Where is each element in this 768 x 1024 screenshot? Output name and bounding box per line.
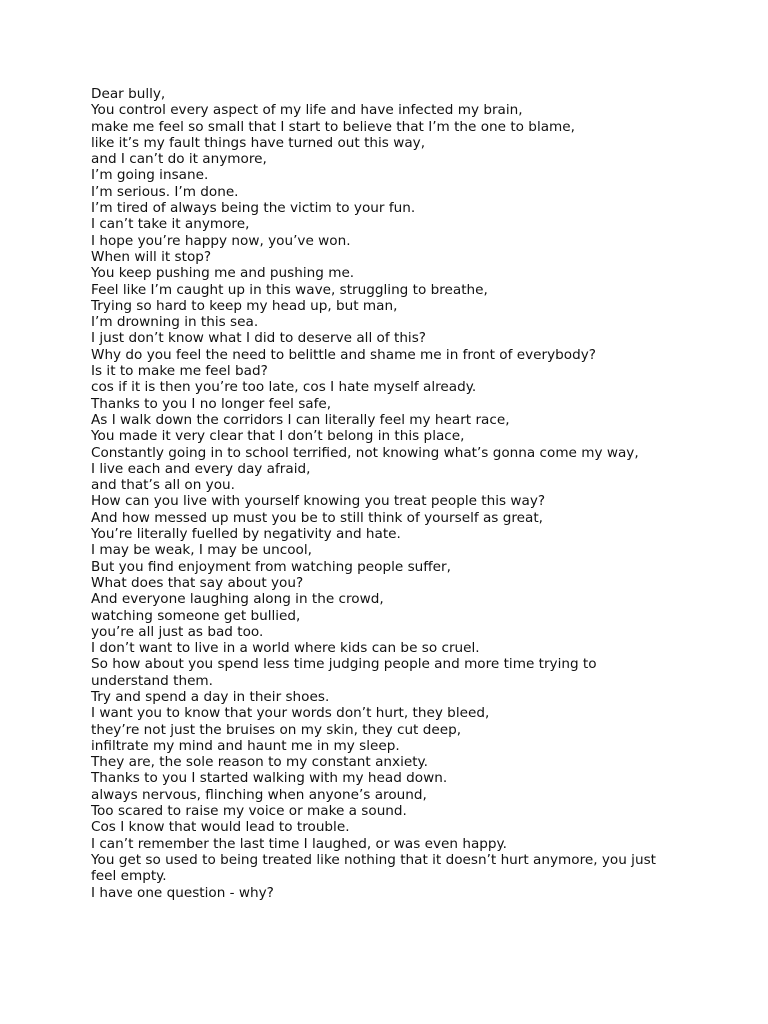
text-line: When will it stop? bbox=[91, 248, 212, 265]
text-line: I’m drowning in this sea. bbox=[91, 314, 259, 331]
text-line: You get so used to being treated like nothing that it doesn’t hurt anymore, you just feel empty. bbox=[91, 851, 656, 885]
text-line: cos if it is then you’re too late, cos I hate myself already. bbox=[91, 379, 477, 396]
text-line: I live each and every day afraid, bbox=[91, 460, 311, 477]
text-line: Feel like I’m caught up in this wave, struggling to breathe, bbox=[91, 281, 488, 298]
text-line: Cos I know that would lead to trouble. bbox=[91, 819, 350, 836]
text-line: Constantly going in to school terrified, not knowing what’s gonna come my way, bbox=[91, 444, 639, 461]
text-line: watching someone get bullied, bbox=[91, 607, 301, 624]
text-line: I want you to know that your words don’t hurt, they bleed, bbox=[91, 705, 490, 722]
text-line: they’re not just the bruises on my skin, they cut deep, bbox=[91, 721, 462, 738]
text-line: Thanks to you I no longer feel safe, bbox=[91, 395, 332, 412]
text-line: But you find enjoyment from watching people suffer, bbox=[91, 558, 451, 575]
text-line: Thanks to you I started walking with my head down. bbox=[91, 770, 448, 787]
text-line: I have one question - why? bbox=[91, 884, 274, 901]
text-line: You’re literally fuelled by negativity and hate. bbox=[91, 526, 401, 543]
text-line: infiltrate my mind and haunt me in my sleep. bbox=[91, 737, 400, 754]
text-line: I don’t want to live in a world where kids can be so cruel. bbox=[91, 640, 480, 657]
text-line: Dear bully, bbox=[91, 86, 166, 102]
text-line: you’re all just as bad too. bbox=[91, 623, 264, 640]
text-line: I’m serious. I’m done. bbox=[91, 183, 239, 200]
text-line: I hope you’re happy now, you’ve won. bbox=[91, 232, 351, 249]
text-line: Too scared to raise my voice or make a sound. bbox=[91, 803, 407, 820]
poem-body bbox=[91, 86, 661, 901]
text-line: You made it very clear that I don’t belong in this place, bbox=[91, 428, 465, 445]
text-line: Why do you feel the need to belittle and shame me in front of everybody? bbox=[91, 346, 596, 363]
text-line: What does that say about you? bbox=[91, 574, 304, 591]
text-line: I’m going insane. bbox=[91, 167, 209, 184]
text-line: make me feel so small that I start to believe that I’m the one to blame, bbox=[91, 118, 575, 135]
text-line: I just don’t know what I did to deserve all of this? bbox=[91, 330, 427, 347]
text-line: So how about you spend less time judging people and more time trying to understand them. bbox=[91, 656, 597, 689]
text-line: I can’t take it anymore, bbox=[91, 216, 250, 233]
text-line: Trying so hard to keep my head up, but man, bbox=[91, 297, 398, 314]
text-line: I may be weak, I may be uncool, bbox=[91, 542, 312, 559]
text-line: Try and spend a day in their shoes. bbox=[91, 688, 330, 705]
text-line: I’m tired of always being the victim to your fun. bbox=[91, 200, 416, 217]
text-line: Is it to make me feel bad? bbox=[91, 363, 268, 380]
text-line: You keep pushing me and pushing me. bbox=[91, 265, 355, 282]
text-line: How can you live with yourself knowing you treat people this way? bbox=[91, 493, 546, 510]
text-line: like it’s my fault things have turned out this way, bbox=[91, 134, 426, 151]
text-line: and I can’t do it anymore, bbox=[91, 151, 267, 168]
text-line: always nervous, flinching when anyone’s around, bbox=[91, 786, 427, 803]
text-line: And how messed up must you be to still think of yourself as great, bbox=[91, 509, 543, 526]
text-line: You control every aspect of my life and have infected my brain, bbox=[91, 102, 523, 119]
text-line: As I walk down the corridors I can literally feel my heart race, bbox=[91, 411, 510, 428]
text-line: And everyone laughing along in the crowd, bbox=[91, 591, 384, 608]
text-line: and that’s all on you. bbox=[91, 477, 235, 494]
text-line: They are, the sole reason to my constant anxiety. bbox=[91, 754, 428, 771]
text-line: I can’t remember the last time I laughed, or was even happy. bbox=[91, 835, 507, 852]
